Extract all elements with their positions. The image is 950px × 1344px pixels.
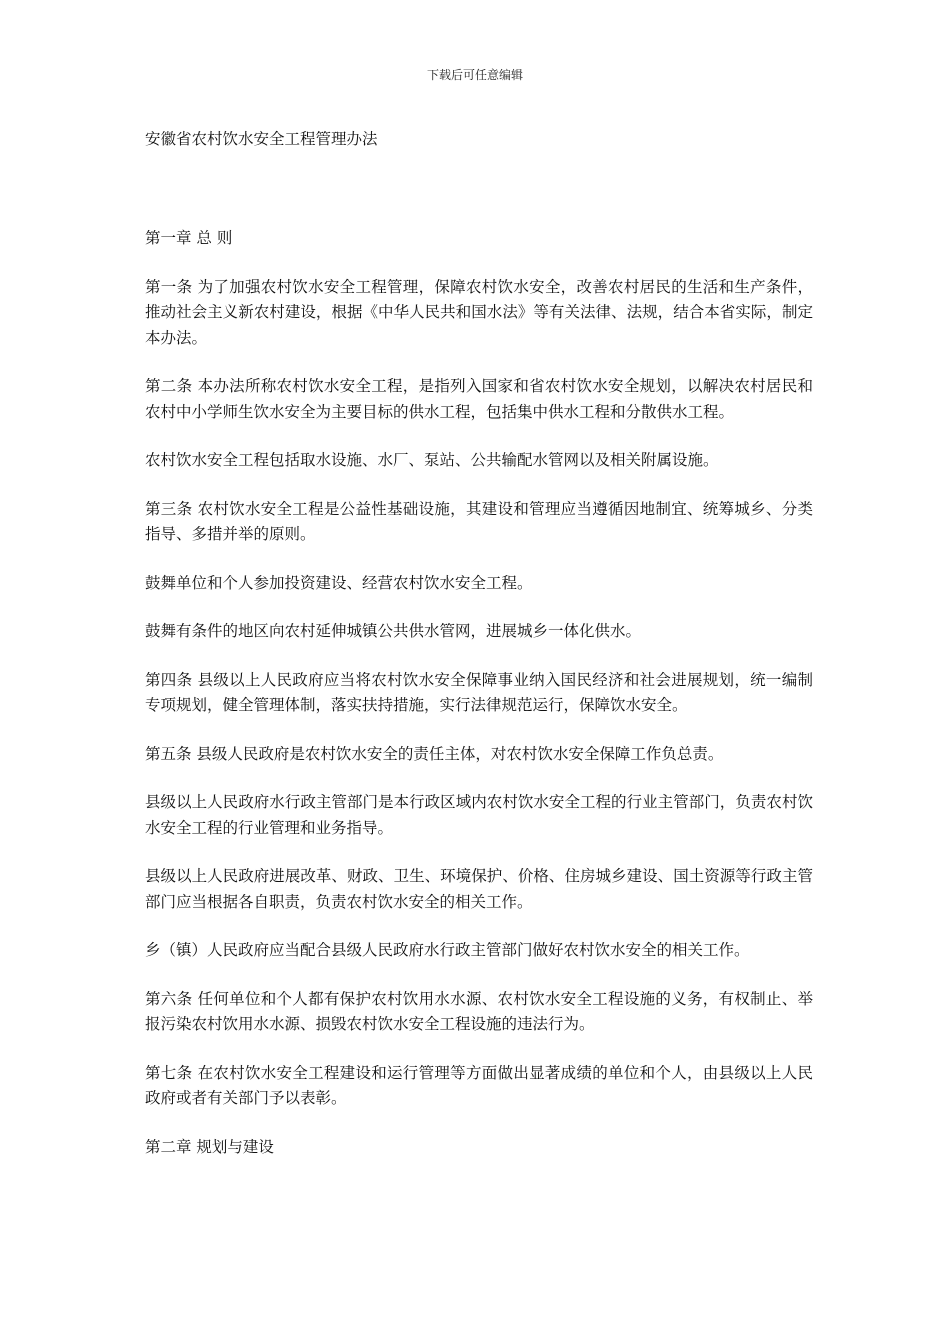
article-paragraph: 县级以上人民政府进展改革、财政、卫生、环境保护、价格、住房城乡建设、国土资源等行政主管部门应当根据各自职责，负责农村饮水安全的相关工作。 (145, 867, 813, 911)
header-note: 下载后可任意编辑 (426, 68, 523, 82)
article-paragraph: 乡（镇）人民政府应当配合县级人民政府水行政主管部门做好农村饮水安全的相关工作。 (145, 941, 750, 959)
article-paragraph: 第一条 为了加强农村饮水安全工程管理，保障农村饮水安全，改善农村居民的生活和生产条件，推动社会主义新农村建设，根据《中华人民共和国水法》等有关法律、法规，结合本省实际，制定本办法。 (145, 277, 813, 347)
chapter-heading: 第一章 总 则 (145, 229, 233, 247)
article-paragraph: 第三条 农村饮水安全工程是公益性基础设施，其建设和管理应当遵循因地制宜、统筹城乡、分类指导、多措并举的原则。 (145, 499, 813, 543)
article-paragraph: 第七条 在农村饮水安全工程建设和运行管理等方面做出显著成绩的单位和个人，由县级以上人民政府或者有关部门予以表彰。 (145, 1063, 813, 1107)
article-paragraph: 农村饮水安全工程包括取水设施、水厂、泵站、公共输配水管网以及相关附属设施。 (145, 451, 719, 469)
article-paragraph: 第四条 县级以上人民政府应当将农村饮水安全保障事业纳入国民经济和社会进展规划，统一编制专项规划，健全管理体制，落实扶持措施，实行法律规范运行，保障饮水安全。 (145, 670, 813, 714)
article-paragraph: 鼓舞有条件的地区向农村延伸城镇公共供水管网，进展城乡一体化供水。 (145, 622, 642, 640)
chapter-heading: 第二章 规划与建设 (145, 1137, 274, 1156)
article-paragraph: 第五条 县级人民政府是农村饮水安全的责任主体，对农村饮水安全保障工作负总责。 (145, 744, 724, 763)
article-paragraph: 县级以上人民政府水行政主管部门是本行政区域内农村饮水安全工程的行业主管部门，负责农村饮水安全工程的行业管理和业务指导。 (145, 793, 813, 837)
article-paragraph: 第二条 本办法所称农村饮水安全工程，是指列入国家和省农村饮水安全规划，以解决农村居民和农村中小学师生饮水安全为主要目标的供水工程，包括集中供水工程和分散供水工程。 (145, 377, 813, 421)
document-title: 安徽省农村饮水安全工程管理办法 (145, 130, 378, 148)
article-paragraph: 鼓舞单位和个人参加投资建设、经营农村饮水安全工程。 (145, 573, 533, 592)
article-paragraph: 第六条 任何单位和个人都有保护农村饮用水水源、农村饮水安全工程设施的义务，有权制止、举报污染农村饮用水水源、损毁农村饮水安全工程设施的违法行为。 (145, 989, 813, 1033)
document-body (145, 226, 813, 1183)
